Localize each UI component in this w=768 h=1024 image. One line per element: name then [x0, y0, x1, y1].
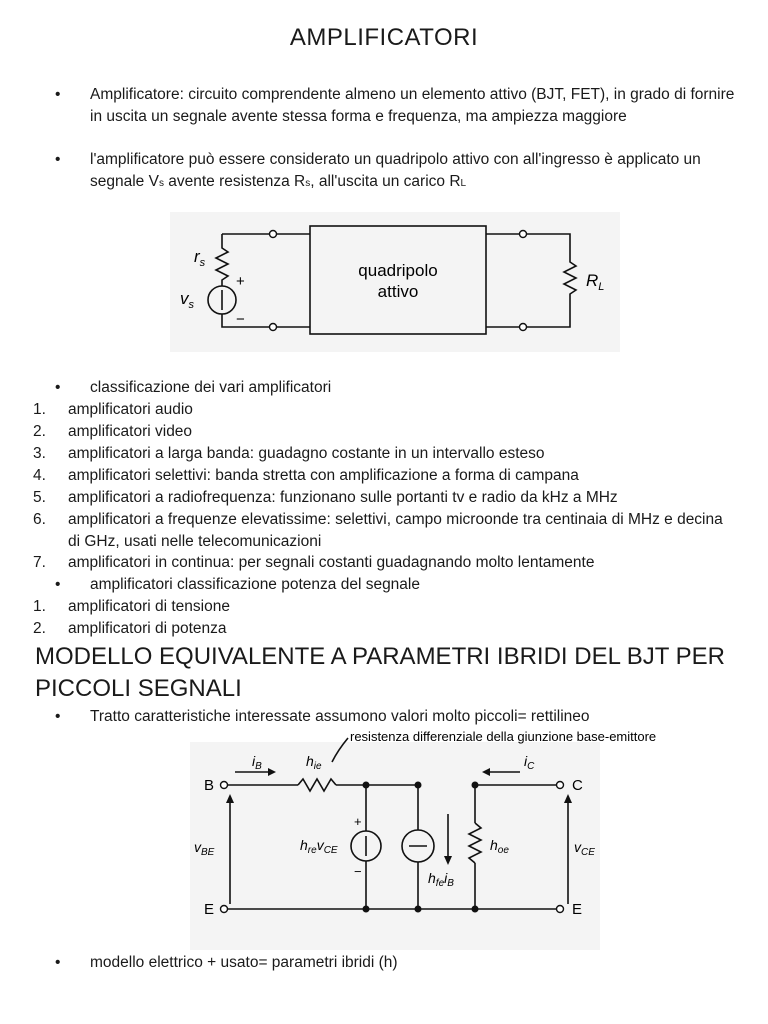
list-item: 6. amplificatori a frequenze elevatissime: selettivi, campo microonde tra centinaia di MHz e decina di GHz, usati nelle telecomunicazioni: [33, 511, 723, 550]
node-b-label: B: [204, 777, 215, 794]
ic-label: $i_C$: [524, 753, 535, 772]
bullet-text: Amplificatore: circuito comprendente almeno un elemento attivo (BJT, FET), in grado di fornire in uscita un segnale avente stessa forma e frequenza, ma ampiezza maggiore: [90, 86, 735, 125]
bullet-dot: •: [55, 151, 61, 168]
bullet-potenza: [55, 574, 735, 596]
rl-label: $R_L$: [586, 271, 605, 293]
bullet-dot: •: [55, 576, 61, 593]
bullet-text: amplificatori classificazione potenza del segnale: [90, 576, 420, 593]
node-c-label: C: [572, 777, 583, 794]
bullet-dot: •: [55, 954, 61, 971]
list-item: 2. amplificatori video: [33, 423, 193, 440]
hie-annotation: resistenza differenziale della giunzione base-emittore: [350, 729, 657, 744]
node-e-right-label: E: [572, 901, 583, 918]
list-item: 2. amplificatori di potenza: [33, 620, 227, 637]
hfe-ib-label: $h_{fe}i_B$: [428, 870, 454, 889]
vbe-label: $v_{BE}$: [194, 839, 215, 858]
section-heading: MODELLO EQUIVALENTE A PARAMETRI IBRIDI DEL BJT PER PICCOLI SEGNALI: [35, 643, 725, 702]
quadripolo-diagram: [170, 212, 620, 352]
node-e-left-label: E: [204, 901, 215, 918]
rs-label: $r_s$: [194, 247, 206, 269]
box-label-line1: quadripolo: [358, 261, 438, 280]
hre-vce-label: $h_{re}v_{CE}$: [300, 837, 338, 856]
list-item: 3. amplificatori a larga banda: guadagno costante in un intervallo esteso: [33, 445, 545, 462]
page-title: AMPLIFICATORI: [289, 24, 479, 51]
vs-label: $v_s$: [180, 289, 194, 311]
bullet-dot: •: [55, 379, 61, 396]
bullet-text: l'amplificatore può essere considerato un quadripolo attivo con all'ingresso è applicato un segnale Vs avente resistenza Rs, all'uscita un carico RL: [90, 151, 701, 190]
bullet-text: classificazione dei vari amplificatori: [90, 379, 332, 396]
plus-sign: +: [354, 814, 362, 829]
hie-label: $h_{ie}$: [306, 753, 322, 772]
bullet-quadripolo: [55, 149, 735, 194]
list-item: 5. amplificatori a radiofrequenza: funzionano sulle portanti tv e radio da kHz a MHz: [33, 489, 618, 506]
list-item: 1. amplificatori audio: [33, 401, 193, 418]
bullet-classificazione: [55, 377, 735, 399]
vce-label: $v_{CE}$: [574, 839, 595, 858]
minus-sign: −: [354, 864, 362, 879]
bullet-amplificatore: [55, 84, 735, 127]
bullet-tratto: [55, 706, 735, 728]
bullet-text: modello elettrico + usato= parametri ibridi (h): [90, 954, 398, 971]
bullet-dot: •: [55, 86, 61, 103]
hybrid-model-diagram: [190, 728, 710, 950]
bullet-modello: [55, 952, 735, 974]
box-label-line2: attivo: [377, 282, 419, 301]
bullet-dot: •: [55, 708, 61, 725]
list-item: 7. amplificatori in continua: per segnali costanti guadagnando molto lentamente: [33, 554, 595, 571]
list-item: 1. amplificatori di tensione: [33, 598, 230, 615]
plus-sign: +: [236, 273, 245, 290]
hoe-label: $h_{oe}$: [490, 837, 509, 856]
minus-sign: −: [236, 311, 245, 328]
bullet-text: Tratto caratteristiche interessate assumono valori molto piccoli= rettilineo: [90, 708, 590, 725]
ib-label: $i_B$: [252, 753, 262, 772]
list-item: 4. amplificatori selettivi: banda stretta con amplificazione a forma di campana: [33, 467, 579, 484]
